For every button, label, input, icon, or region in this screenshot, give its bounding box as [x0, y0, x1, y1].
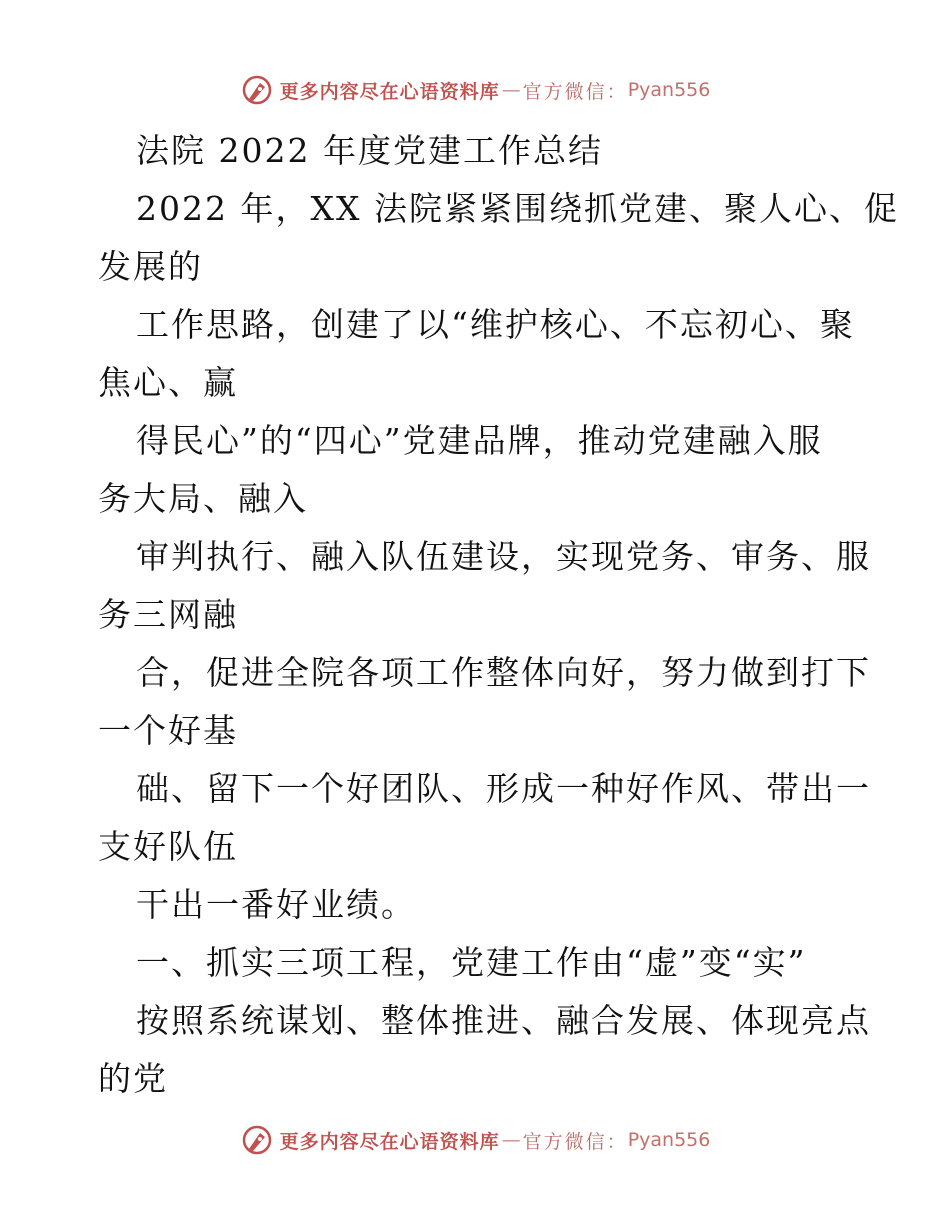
paragraph-line: 焦心、赢 — [98, 363, 238, 402]
document-title: 法院 2022 年度党建工作总结 — [136, 131, 603, 170]
paragraph-line: 得民心”的“四心”党建品牌，推动党建融入服 — [136, 421, 823, 460]
watermark-wechat-id: Pyan556 — [627, 1129, 711, 1151]
watermark-main-text: 更多内容尽在心语资料库 — [279, 80, 500, 103]
document-body — [98, 122, 899, 1108]
paragraph-line: 务三网融 — [98, 595, 238, 634]
watermark-separator: — — [501, 79, 521, 101]
paragraph-line: 发展的 — [98, 247, 203, 286]
pen-nib-logo-icon — [240, 73, 274, 107]
paragraph-line: 的党 — [98, 1059, 168, 1098]
footer-watermark — [0, 1120, 950, 1160]
paragraph-line: 合，促进全院各项工作整体向好，努力做到打下 — [136, 653, 871, 692]
pen-nib-logo-icon — [240, 1123, 274, 1157]
watermark-label: 官方微信： — [522, 80, 628, 103]
paragraph-line: 干出一番好业绩。 — [136, 885, 416, 924]
paragraph-line: 工作思路，创建了以“维护核心、不忘初心、聚 — [136, 305, 855, 344]
paragraph-line: 支好队伍 — [98, 827, 238, 866]
watermark-label: 官方微信： — [522, 1130, 628, 1153]
paragraph-line: 一个好基 — [98, 711, 238, 750]
paragraph-line: 2022 年，XX 法院紧紧围绕抓党建、聚人心、促 — [136, 189, 899, 228]
paragraph-line: 按照系统谋划、整体推进、融合发展、体现亮点 — [136, 1001, 871, 1040]
paragraph-line: 审判执行、融入队伍建设，实现党务、审务、服 — [136, 537, 871, 576]
header-watermark — [0, 70, 950, 110]
watermark-main-text: 更多内容尽在心语资料库 — [279, 1130, 500, 1153]
paragraph-line: 务大局、融入 — [98, 479, 308, 518]
section-heading: 一、抓实三项工程，党建工作由“虚”变“实” — [136, 943, 807, 982]
watermark-wechat-id: Pyan556 — [627, 79, 711, 101]
paragraph-line: 础、留下一个好团队、形成一种好作风、带出一 — [136, 769, 871, 808]
watermark-separator: — — [501, 1129, 521, 1151]
